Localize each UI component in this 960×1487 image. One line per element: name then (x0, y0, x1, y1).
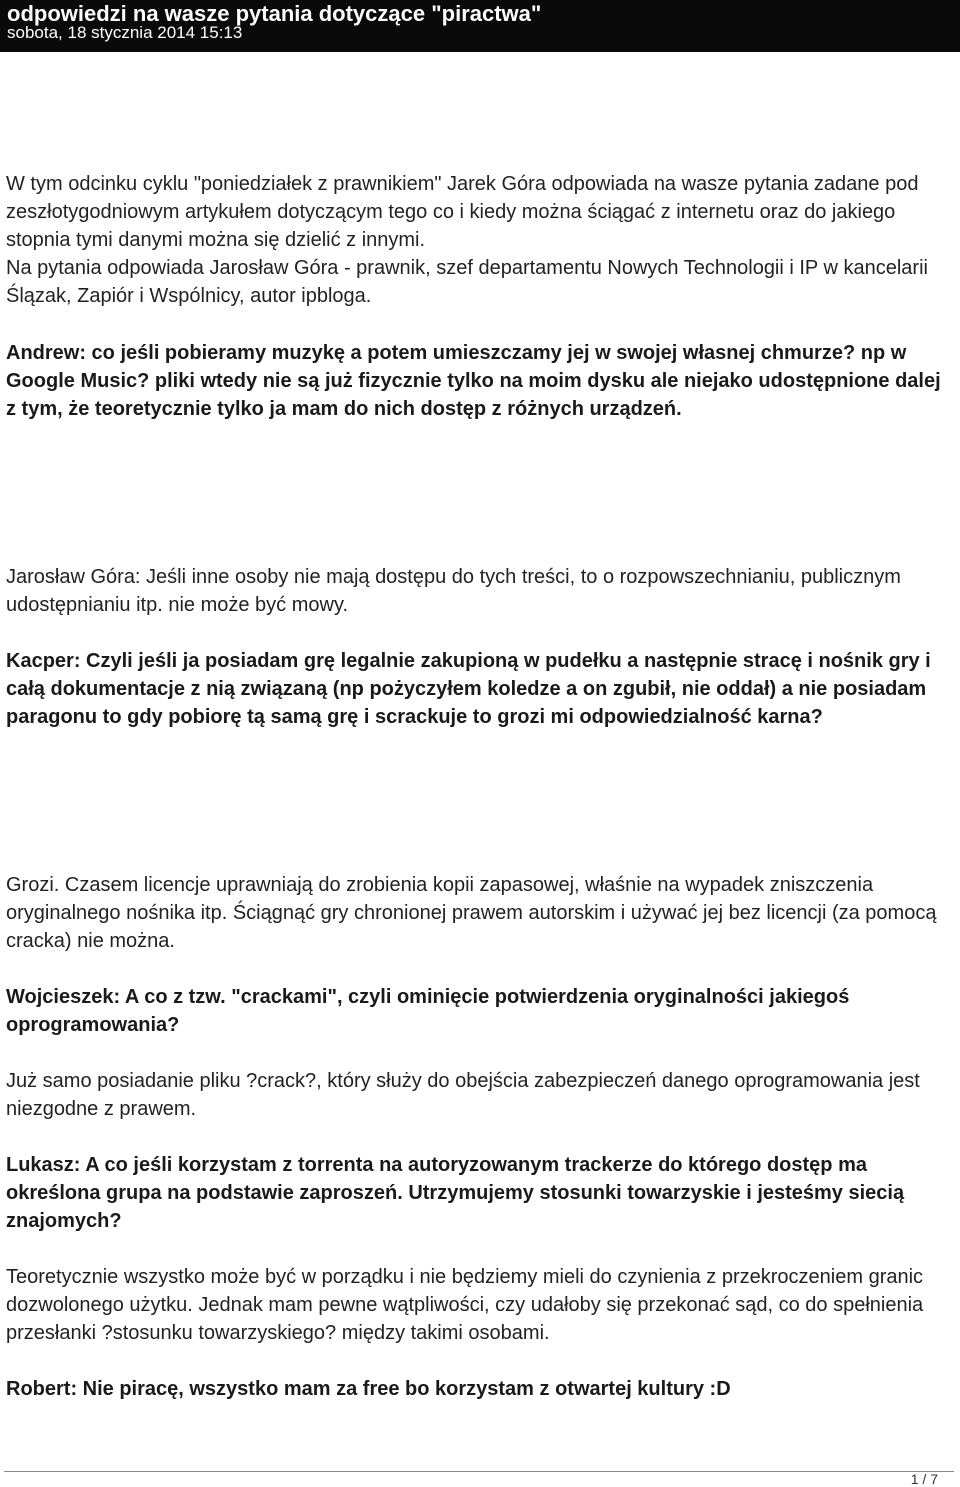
question-robert (6, 1375, 954, 1403)
intro-paragraph: W tym odcinku cyklu "poniedziałek z prawnikiem" Jarek Góra odpowiada na wasze pytania zadane pod zeszłotygodniowym artykułem dotyczącym tego co i kiedy można ściągać z internetu oraz do jakiego stopnia tymi danymi można się dzielić z innymi. (6, 173, 919, 251)
answer-paragraph: Grozi. Czasem licencje uprawniają do zrobienia kopii zapasowej, właśnie na wypadek zniszczenia oryginalnego nośnika itp. Ściągnąć gry chronionej prawem autorskim i używać jej bez licencji (za pomocą cracka) nie można. (6, 874, 937, 952)
answer-wojcieszek (6, 1067, 954, 1123)
publish-date: sobota, 18 stycznia 2014 15:13 (7, 23, 243, 42)
question-paragraph: Wojcieszek: A co z tzw. "crackami", czyli ominięcie potwierdzenia oryginalności jakiegoś oprogramowania? (6, 986, 850, 1036)
document-header (0, 0, 960, 52)
answer-kacper (6, 871, 954, 955)
question-lukasz (6, 1151, 954, 1235)
question-wojcieszek (6, 983, 954, 1039)
question-paragraph: Kacper: Czyli jeśli ja posiadam grę legalnie zakupioną w pudełku a następnie stracę i nośnik gry i całą dokumentacje z nią związaną (np pożyczyłem koledze a on zgubił, nie oddał) a nie posiadam paragonu to gdy pobiorę tą samą grę i scrackuje to grozi mi odpowiedzialność karna? (6, 650, 931, 728)
question-paragraph: Lukasz: A co jeśli korzystam z torrenta na autoryzowanym trackerze do którego dostęp ma określona grupa na podstawie zaproszeń. Utrzymujemy stosunki towarzyskie i jesteśmy siecią znajomych? (6, 1154, 905, 1232)
footer-divider (4, 1471, 954, 1472)
intro-responder-paragraph: Na pytania odpowiada Jarosław Góra - prawnik, szef departamentu Nowych Technologii i IP w kancelarii Ślązak, Zapiór i Wspólnicy, autor ipbloga. (6, 257, 928, 307)
page-number: 1 / 7 (910, 1471, 938, 1487)
answer-paragraph: Jarosław Góra: Jeśli inne osoby nie mają dostępu do tych treści, to o rozpowszechnianiu, publicznym udostępnianiu itp. nie może być mowy. (6, 566, 901, 616)
page-title: odpowiedzi na wasze pytania dotyczące "piractwa" (7, 1, 542, 26)
question-paragraph: Robert: Nie piracę, wszystko mam za free bo korzystam z otwartej kultury :D (6, 1378, 731, 1400)
answer-lukasz (6, 1263, 954, 1347)
answer-paragraph: Teoretycznie wszystko może być w porządku i nie będziemy mieli do czynienia z przekroczeniem granic dozwolonego użytku. Jednak mam pewne wątpliwości, czy udałoby się przekonać sąd, co do spełnienia przesłanki ?stosunku towarzyskiego? między takimi osobami. (6, 1266, 924, 1344)
question-kacper (6, 647, 954, 731)
intro-section (6, 170, 954, 310)
answer-andrew (6, 563, 954, 619)
question-paragraph: Andrew: co jeśli pobieramy muzykę a potem umieszczamy jej w swojej własnej chmurze? np w Google Music? pliki wtedy nie są już fizycznie tylko na moim dysku ale niejako udostępnione dalej z tym, że teoretycznie tylko ja mam do nich dostęp z różnych urządzeń. (6, 342, 941, 420)
question-andrew (6, 339, 954, 423)
answer-paragraph: Już samo posiadanie pliku ?crack?, który służy do obejścia zabezpieczeń danego oprogramowania jest niezgodne z prawem. (6, 1070, 920, 1120)
